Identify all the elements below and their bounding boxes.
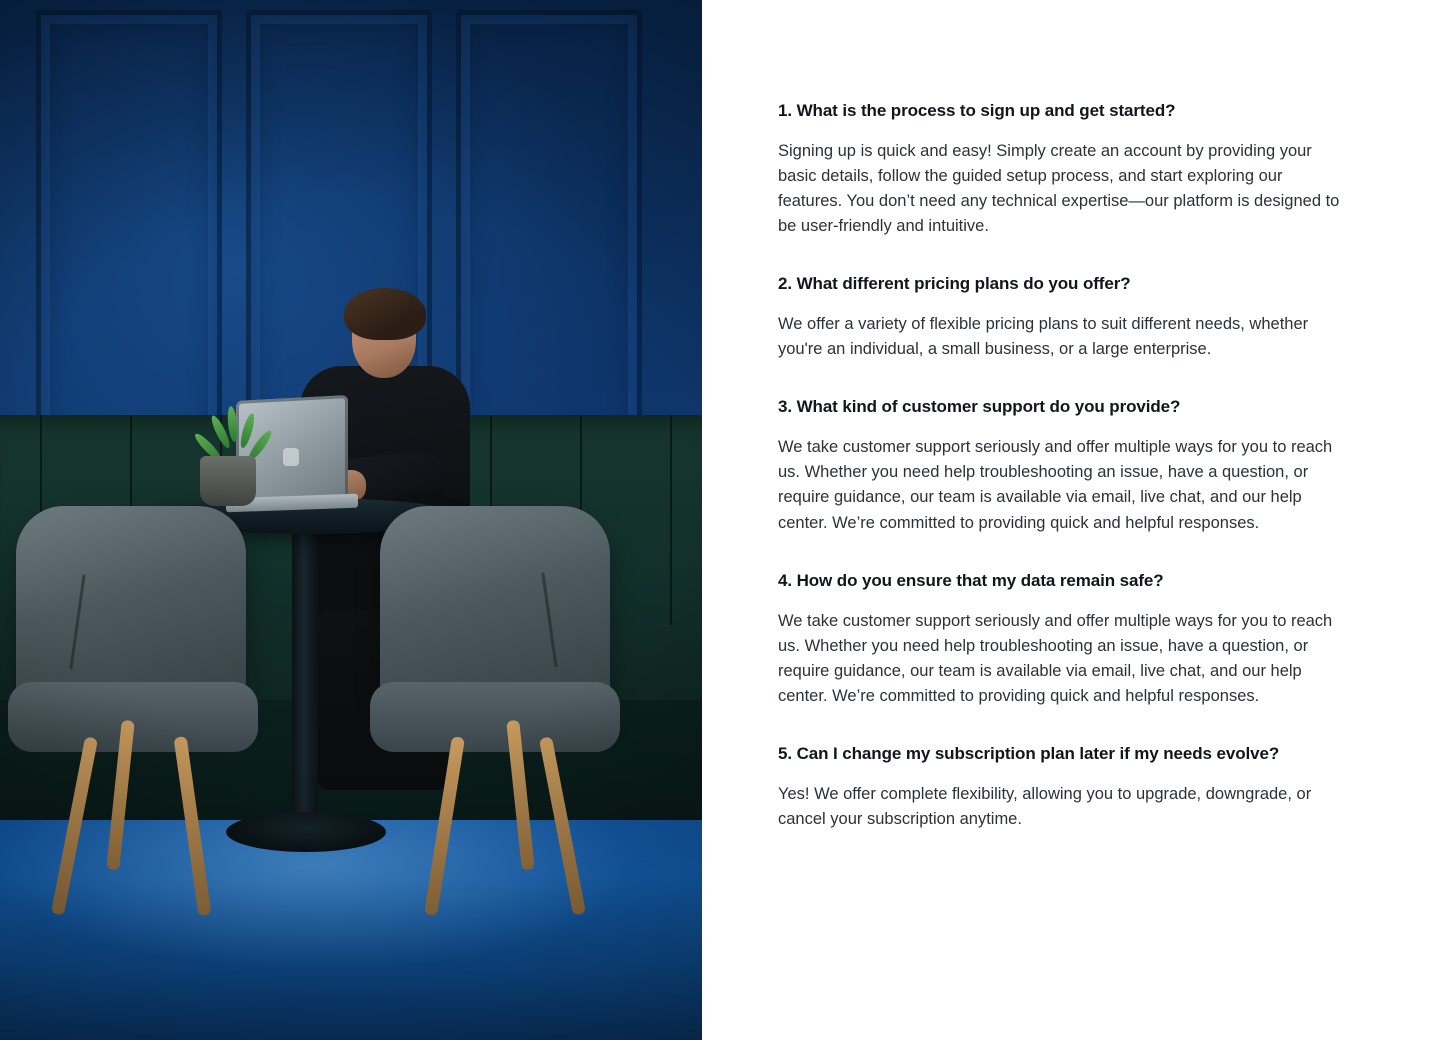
faq-answer: We take customer support seriously and offer multiple ways for you to reach us. Whether you need help troubleshooting an issue, have a question, or require guidance, our team is available via email, live chat, and our help center. We’re committed to providing quick and helpful responses. [778,611,1333,705]
hero-image [0,0,702,1040]
faq-answer: We offer a variety of flexible pricing plans to suit different needs, whether you're an individual, a small business, or a large enterprise. [778,315,1309,359]
faq-question: 3. What kind of customer support do you provide? [778,397,1181,417]
faq-answer: We take customer support seriously and offer multiple ways for you to reach us. Whether you need help troubleshooting an issue, have a question, or require guidance, our team is available via email, live chat, and our help center. We’re committed to providing quick and helpful responses. [778,438,1333,532]
faq-question: 5. Can I change my subscription plan later if my needs evolve? [778,743,1280,763]
laptop-logo [283,448,299,466]
faq-item [778,570,1340,709]
faq-panel [702,0,1440,1040]
plant-pot [200,456,256,506]
faq-answer: Yes! We offer complete flexibility, allowing you to upgrade, downgrade, or cancel your subscription anytime. [778,784,1312,828]
faq-answer: Signing up is quick and easy! Simply create an account by providing your basic details, follow the guided setup process, and start exploring our features. You don’t need any technical expertise—our platform is designed to be user-friendly and intuitive. [778,141,1340,236]
person-hair [344,288,426,340]
faq-list [778,100,1340,832]
faq-item [778,273,1340,362]
faq-item [778,100,1340,239]
faq-question: 1. What is the process to sign up and get started? [778,101,1176,120]
faq-question: 4. How do you ensure that my data remain safe? [778,570,1164,590]
faq-item [778,743,1340,832]
table-foot [226,812,386,852]
faq-item [778,396,1340,535]
table-stem [292,520,318,820]
faq-question: 2. What different pricing plans do you offer? [778,274,1131,294]
